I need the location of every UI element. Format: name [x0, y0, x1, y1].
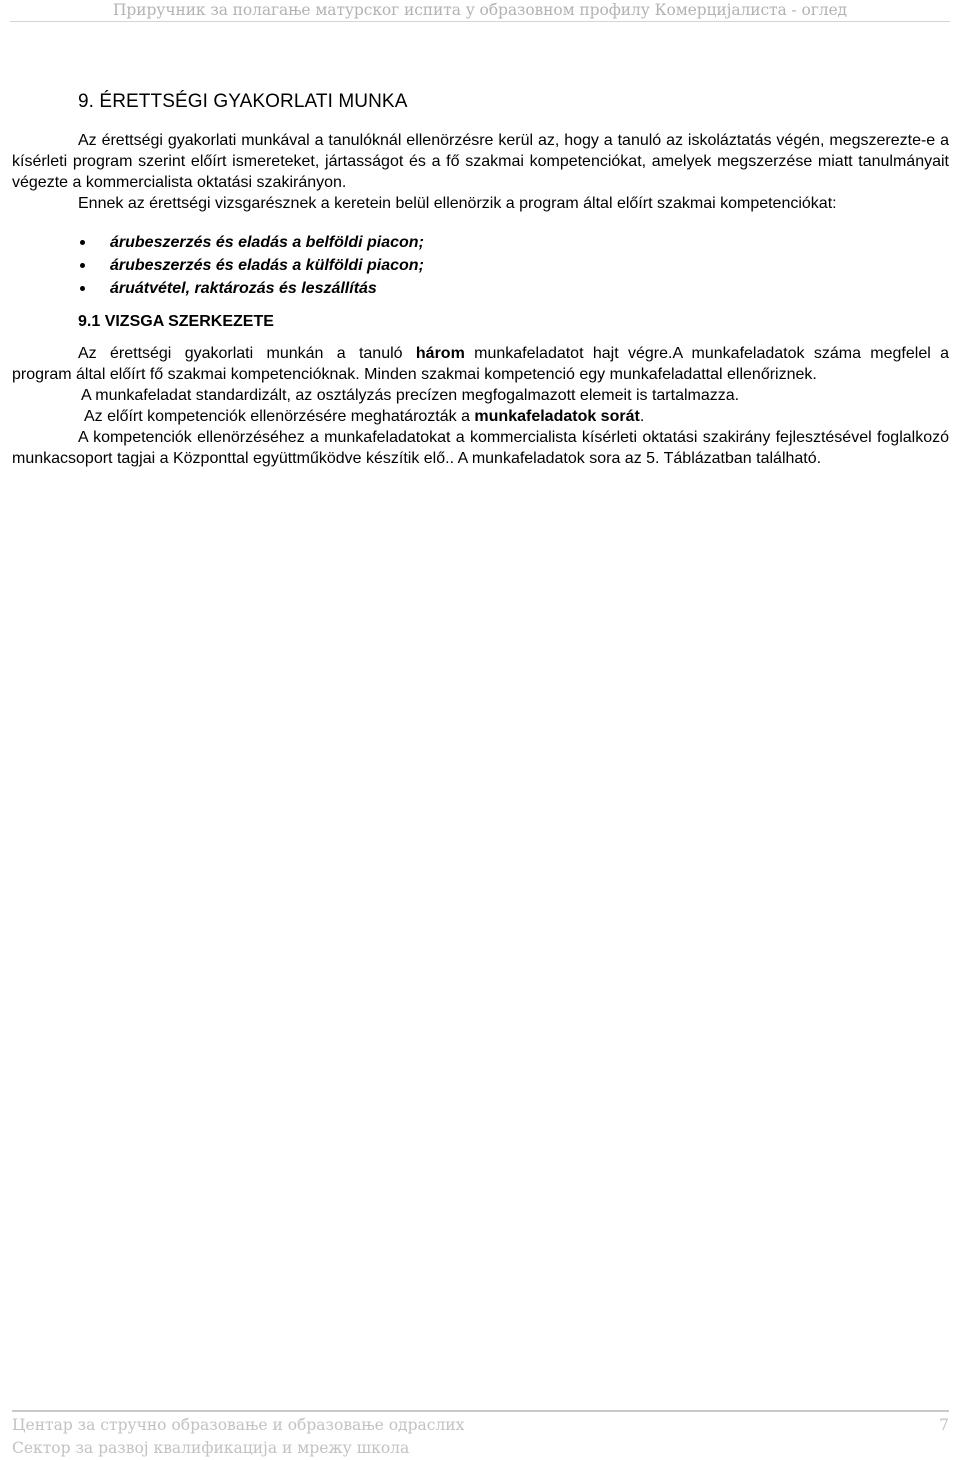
running-header-title: Приручник за полагање матурског испита у образовном профилу Комерцијалиста - оглед — [113, 1, 847, 19]
exam-structure-paragraph — [12, 343, 949, 385]
footer-institution: Центар за стручно образовање и образовање одраслих — [12, 1416, 465, 1434]
competency-list — [12, 231, 949, 300]
competency-label: árubeszerzés és eladás a külföldi piacon; — [110, 257, 424, 274]
text-run: munkafeladatot hajt végre.A munkafeladatok száma megfelel a program által előírt fő szakmai kompetencióknak. Minden szakmai kompetenció egy munkafeladattal ellenőriznek. — [12, 345, 949, 383]
list-item — [12, 254, 949, 277]
competency-label: árubeszerzés és eladás a belföldi piacon; — [110, 234, 424, 251]
list-item — [12, 231, 949, 254]
emphasis-text: munkafeladatok sorát — [474, 408, 640, 425]
bullet-icon — [80, 263, 85, 268]
running-header — [0, 0, 960, 22]
standardization-paragraph: A munkafeladat standardizált, az osztályzás precízen megfogalmazott elemeit is tartalmazza. — [81, 387, 740, 404]
bullet-icon — [80, 240, 85, 245]
text-run: Az érettségi gyakorlati munkán a tanuló — [78, 345, 416, 362]
subsection-title: 9.1 VIZSGA SZERKEZETE — [78, 313, 274, 330]
page-number: 7 — [939, 1416, 949, 1434]
list-item — [12, 277, 949, 300]
competencies-intro: Ennek az érettségi vizsgarésznek a keretein belül ellenörzik a program által előírt szakmai kompetenciókat: — [78, 195, 837, 212]
footer-department: Сектор за развој квалификација и мрежу школа — [12, 1439, 410, 1457]
preparation-paragraph: A kompetenciók ellenörzéséhez a munkafeladatokat a kommercialista kísérleti oktatási szakirány fejlesztésével foglalkozó munkacsoport tagjai a Központtal együttműködve készítik elő.. A munkafeladatok sora az 5. Táblázatban található. — [12, 429, 949, 467]
competency-label: áruátvétel, raktározás és leszállítás — [110, 280, 377, 297]
page-footer — [12, 1410, 949, 1460]
text-run: Az előírt kompetenciók ellenörzésére meghatározták a — [84, 408, 475, 425]
task-order-paragraph — [12, 406, 949, 427]
emphasis-text: három — [415, 345, 465, 362]
bullet-icon — [80, 286, 85, 291]
section-title: 9. ÉRETTSÉGI GYAKORLATI MUNKA — [78, 91, 408, 112]
document-body — [12, 88, 949, 469]
footer-line — [12, 1414, 949, 1437]
footer-line — [12, 1437, 949, 1460]
intro-paragraph: Az érettségi gyakorlati munkával a tanulóknál ellenörzésre kerül az, hogy a tanuló az iskoláztatás végén, megszerezte-e a kísérleti program szerint előírt ismereteket, jártasságot és a fő szakmai kompetenciókat, amelyek megszerzése miatt tanulmányait végezte a kommercialista oktatási szakirányon. — [12, 132, 949, 191]
text-run: . — [639, 408, 645, 425]
